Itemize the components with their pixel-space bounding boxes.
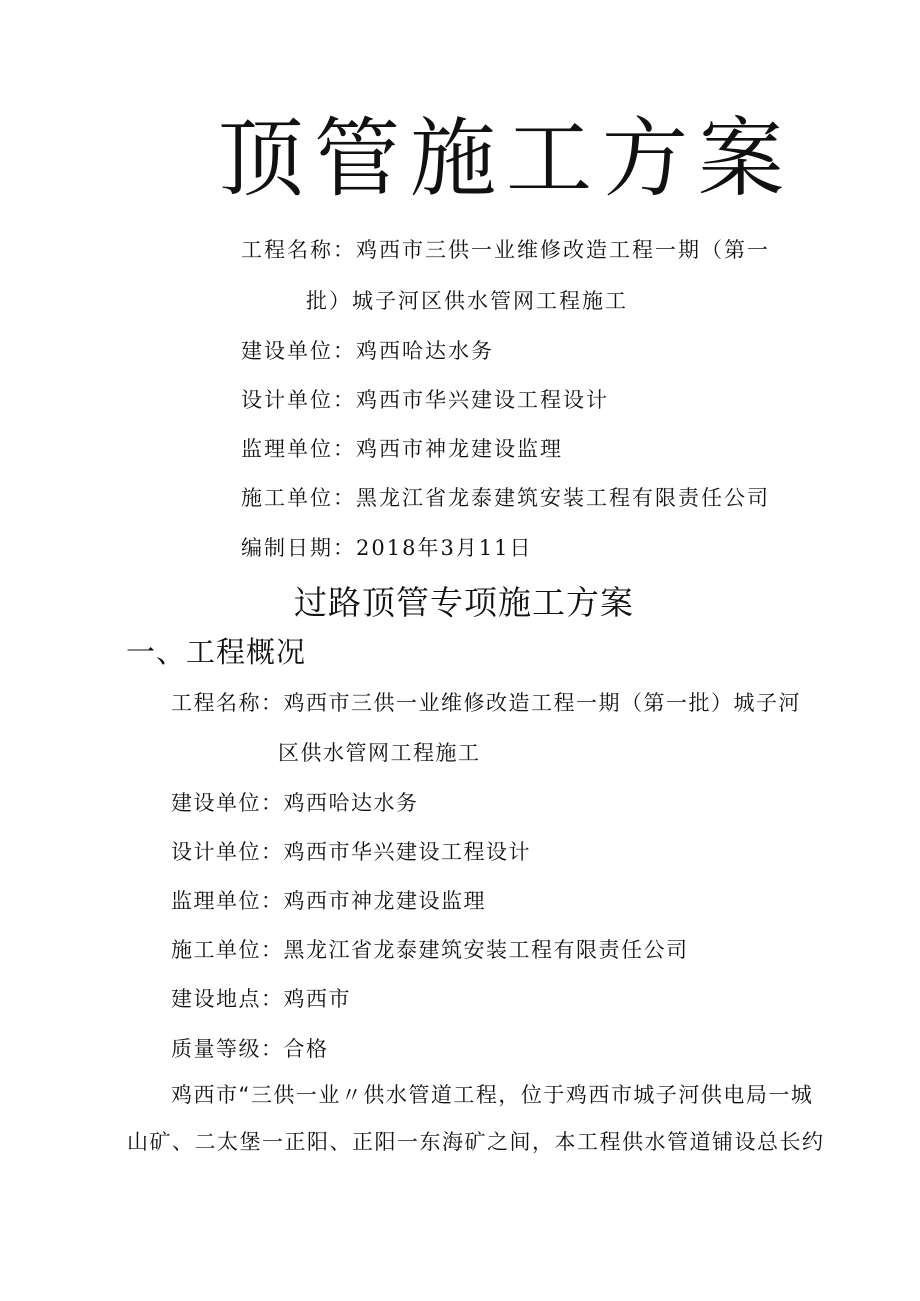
cover-design-unit: 设计单位：鸡西市华兴建设工程设计 <box>241 388 609 412</box>
overview-build-unit: 建设单位：鸡西哈达水务 <box>171 791 419 815</box>
heading-overview: 一、工程概况 <box>126 635 307 669</box>
cover-project-name-line1: 工程名称：鸡西市三供一业维修改造工程一期（第一 <box>241 238 770 262</box>
overview-project-name-line2: 区供水管网工程施工 <box>278 741 481 765</box>
overview-paragraph-line1: 鸡西市“三供一业〃供水管道工程，位于鸡西市城子河供电局一城 <box>171 1083 814 1107</box>
section-title: 过路顶管专项施工方案 <box>294 583 634 622</box>
cover-build-unit: 建设单位：鸡西哈达水务 <box>241 339 494 363</box>
overview-quality: 质量等级：合格 <box>171 1037 329 1061</box>
overview-paragraph-line2: 山矿、二太堡一正阳、正阳一东海矿之间，本工程供水管道铺设总长约 <box>127 1130 825 1154</box>
overview-location: 建设地点：鸡西市 <box>171 987 351 1011</box>
document-title: 顶管施工方案 <box>218 109 794 209</box>
cover-supervision-unit: 监理单位：鸡西市神龙建设监理 <box>241 437 563 461</box>
overview-supervision-unit: 监理单位：鸡西市神龙建设监理 <box>171 889 486 913</box>
cover-project-name-line2: 批）城子河区供水管网工程施工 <box>306 289 628 313</box>
cover-construction-unit: 施工单位：黑龙江省龙泰建筑安装工程有限责任公司 <box>241 486 770 510</box>
cover-compile-date: 编制日期：2018年3月11日 <box>241 536 533 560</box>
overview-project-name-line1: 工程名称：鸡西市三供一业维修改造工程一期（第一批）城子河 <box>171 691 801 715</box>
overview-design-unit: 设计单位：鸡西市华兴建设工程设计 <box>171 840 531 864</box>
overview-construction-unit: 施工单位：黑龙江省龙泰建筑安装工程有限责任公司 <box>171 938 689 962</box>
